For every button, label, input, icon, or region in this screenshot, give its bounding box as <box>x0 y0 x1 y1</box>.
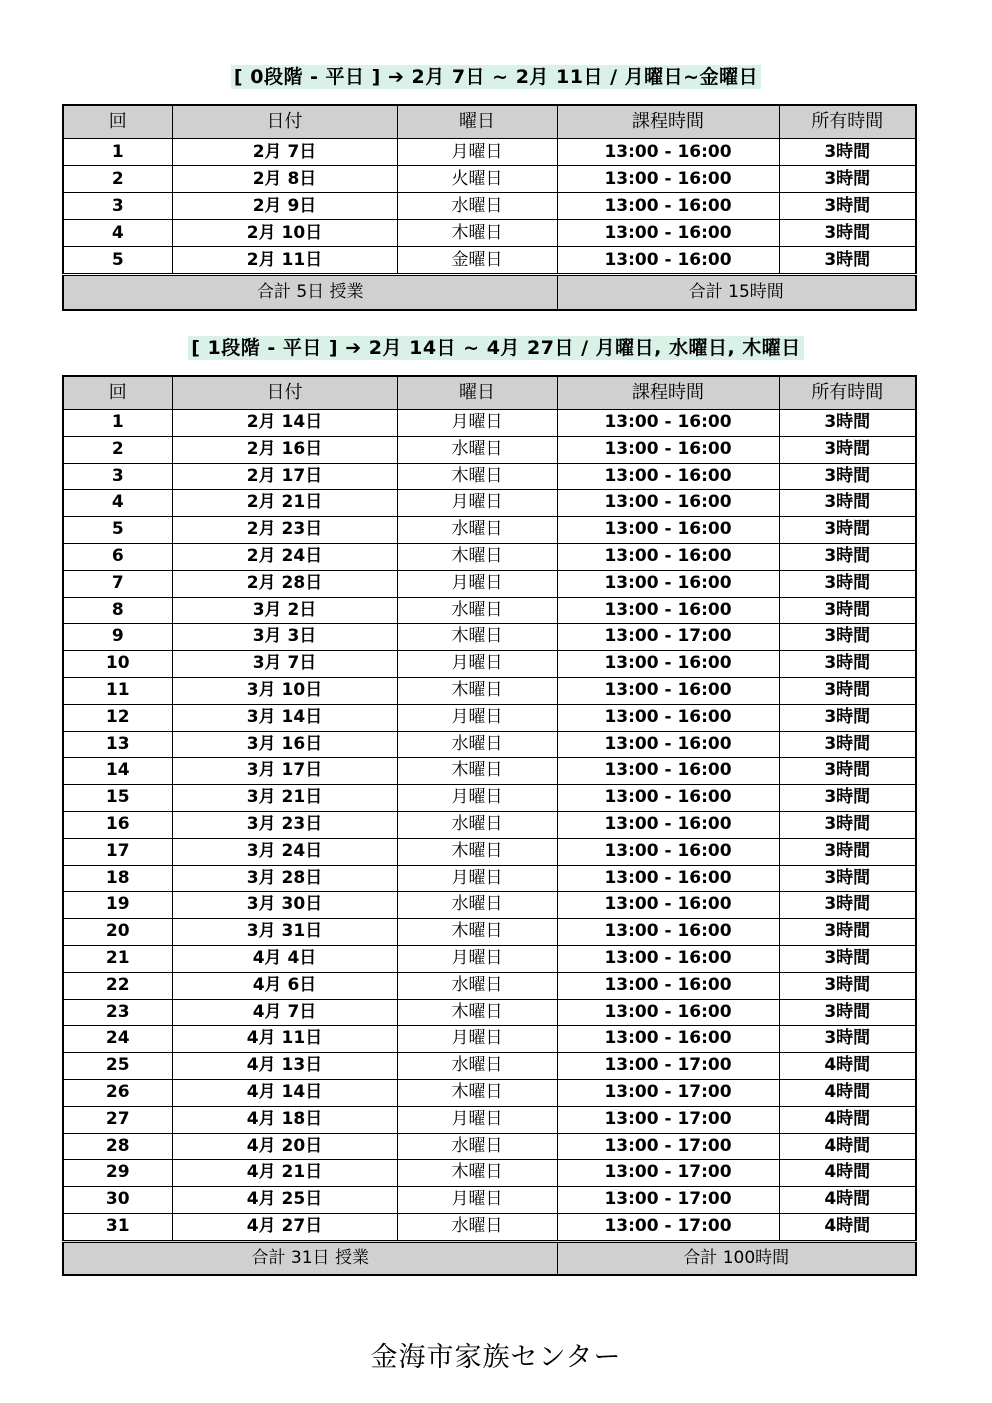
table-row <box>63 972 916 999</box>
round-cell: 30 <box>63 1187 172 1214</box>
header-duration: 所有時間 <box>779 105 916 139</box>
duration-cell: 3時間 <box>779 463 916 490</box>
date-cell: 3月 23日 <box>172 811 397 838</box>
date-cell: 3月 3日 <box>172 624 397 651</box>
duration-cell: 3時間 <box>779 811 916 838</box>
table-row <box>63 597 916 624</box>
table-row <box>63 892 916 919</box>
weekday-cell: 木曜日 <box>397 758 557 785</box>
weekday-cell: 月曜日 <box>397 1026 557 1053</box>
table-row <box>63 677 916 704</box>
weekday-cell: 月曜日 <box>397 865 557 892</box>
duration-cell: 3時間 <box>779 247 916 275</box>
duration-cell: 3時間 <box>779 624 916 651</box>
stage0-total-hours: 合計 15時間 <box>557 275 916 311</box>
duration-cell: 3時間 <box>779 892 916 919</box>
duration-cell: 3時間 <box>779 166 916 193</box>
table-row <box>63 1079 916 1106</box>
weekday-cell: 月曜日 <box>397 410 557 437</box>
table-row <box>63 570 916 597</box>
table-row <box>63 1187 916 1214</box>
duration-cell: 4時間 <box>779 1187 916 1214</box>
date-cell: 2月 9日 <box>172 193 397 220</box>
round-cell: 4 <box>63 490 172 517</box>
table-row <box>63 1106 916 1133</box>
header-weekday: 曜日 <box>397 105 557 139</box>
round-cell: 10 <box>63 651 172 678</box>
table-row <box>63 517 916 544</box>
header-round: 回 <box>63 376 172 410</box>
weekday-cell: 木曜日 <box>397 463 557 490</box>
duration-cell: 4時間 <box>779 1053 916 1080</box>
course-time-cell: 13:00 - 16:00 <box>557 1026 779 1053</box>
stage1-total-hours: 合計 100時間 <box>557 1241 916 1275</box>
weekday-cell: 木曜日 <box>397 543 557 570</box>
course-time-cell: 13:00 - 16:00 <box>557 999 779 1026</box>
round-cell: 21 <box>63 945 172 972</box>
table-row <box>63 247 916 275</box>
date-cell: 3月 16日 <box>172 731 397 758</box>
header-date: 日付 <box>172 376 397 410</box>
course-time-cell: 13:00 - 16:00 <box>557 193 779 220</box>
round-cell: 20 <box>63 919 172 946</box>
course-time-cell: 13:00 - 16:00 <box>557 758 779 785</box>
duration-cell: 3時間 <box>779 865 916 892</box>
date-cell: 2月 8日 <box>172 166 397 193</box>
course-time-cell: 13:00 - 17:00 <box>557 1133 779 1160</box>
weekday-cell: 水曜日 <box>397 1133 557 1160</box>
table-row <box>63 410 916 437</box>
course-time-cell: 13:00 - 16:00 <box>557 865 779 892</box>
course-time-cell: 13:00 - 16:00 <box>557 436 779 463</box>
table-row <box>63 758 916 785</box>
round-cell: 25 <box>63 1053 172 1080</box>
table-row <box>63 838 916 865</box>
duration-cell: 3時間 <box>779 490 916 517</box>
round-cell: 16 <box>63 811 172 838</box>
weekday-cell: 月曜日 <box>397 139 557 166</box>
weekday-cell: 水曜日 <box>397 972 557 999</box>
weekday-cell: 月曜日 <box>397 704 557 731</box>
round-cell: 5 <box>63 517 172 544</box>
date-cell: 4月 6日 <box>172 972 397 999</box>
duration-cell: 3時間 <box>779 758 916 785</box>
weekday-cell: 金曜日 <box>397 247 557 275</box>
stage1-title: [ 1段階 - 平日 ] ➔ 2月 14日 ~ 4月 27日 / 月曜日, 水曜日, 木曜日 <box>188 336 804 360</box>
header-course-time: 課程時間 <box>557 376 779 410</box>
date-cell: 4月 7日 <box>172 999 397 1026</box>
date-cell: 3月 28日 <box>172 865 397 892</box>
weekday-cell: 木曜日 <box>397 838 557 865</box>
date-cell: 3月 2日 <box>172 597 397 624</box>
weekday-cell: 水曜日 <box>397 811 557 838</box>
date-cell: 2月 10日 <box>172 220 397 247</box>
round-cell: 27 <box>63 1106 172 1133</box>
date-cell: 3月 24日 <box>172 838 397 865</box>
table-row <box>63 1026 916 1053</box>
duration-cell: 3時間 <box>779 999 916 1026</box>
course-time-cell: 13:00 - 16:00 <box>557 463 779 490</box>
round-cell: 24 <box>63 1026 172 1053</box>
header-date: 日付 <box>172 105 397 139</box>
round-cell: 5 <box>63 247 172 275</box>
duration-cell: 3時間 <box>779 220 916 247</box>
weekday-cell: 月曜日 <box>397 570 557 597</box>
table-row <box>63 1053 916 1080</box>
round-cell: 2 <box>63 166 172 193</box>
table-row <box>63 436 916 463</box>
round-cell: 18 <box>63 865 172 892</box>
stage0-table <box>62 104 917 311</box>
course-time-cell: 13:00 - 17:00 <box>557 624 779 651</box>
weekday-cell: 水曜日 <box>397 517 557 544</box>
table-row <box>63 811 916 838</box>
duration-cell: 3時間 <box>779 785 916 812</box>
table-row <box>63 490 916 517</box>
stage1-total-days: 合計 31日 授業 <box>63 1241 557 1275</box>
date-cell: 2月 28日 <box>172 570 397 597</box>
date-cell: 4月 25日 <box>172 1187 397 1214</box>
course-time-cell: 13:00 - 17:00 <box>557 1079 779 1106</box>
date-cell: 3月 17日 <box>172 758 397 785</box>
course-time-cell: 13:00 - 16:00 <box>557 597 779 624</box>
round-cell: 1 <box>63 139 172 166</box>
date-cell: 2月 7日 <box>172 139 397 166</box>
duration-cell: 4時間 <box>779 1160 916 1187</box>
course-time-cell: 13:00 - 16:00 <box>557 785 779 812</box>
table-row <box>63 624 916 651</box>
duration-cell: 4時間 <box>779 1133 916 1160</box>
course-time-cell: 13:00 - 17:00 <box>557 1160 779 1187</box>
weekday-cell: 月曜日 <box>397 1106 557 1133</box>
weekday-cell: 月曜日 <box>397 1187 557 1214</box>
date-cell: 3月 31日 <box>172 919 397 946</box>
course-time-cell: 13:00 - 17:00 <box>557 1053 779 1080</box>
course-time-cell: 13:00 - 17:00 <box>557 1187 779 1214</box>
table-header-row <box>63 105 916 139</box>
round-cell: 26 <box>63 1079 172 1106</box>
date-cell: 3月 30日 <box>172 892 397 919</box>
course-time-cell: 13:00 - 16:00 <box>557 945 779 972</box>
round-cell: 2 <box>63 436 172 463</box>
table-row <box>63 651 916 678</box>
table-row <box>63 166 916 193</box>
date-cell: 3月 7日 <box>172 651 397 678</box>
duration-cell: 3時間 <box>779 193 916 220</box>
course-time-cell: 13:00 - 16:00 <box>557 892 779 919</box>
weekday-cell: 月曜日 <box>397 945 557 972</box>
course-time-cell: 13:00 - 17:00 <box>557 1213 779 1241</box>
weekday-cell: 水曜日 <box>397 436 557 463</box>
table-row <box>63 945 916 972</box>
round-cell: 11 <box>63 677 172 704</box>
round-cell: 23 <box>63 999 172 1026</box>
duration-cell: 3時間 <box>779 570 916 597</box>
round-cell: 9 <box>63 624 172 651</box>
course-time-cell: 13:00 - 16:00 <box>557 490 779 517</box>
duration-cell: 4時間 <box>779 1106 916 1133</box>
date-cell: 4月 20日 <box>172 1133 397 1160</box>
stage0-total-days: 合計 5日 授業 <box>63 275 557 311</box>
date-cell: 3月 14日 <box>172 704 397 731</box>
date-cell: 4月 13日 <box>172 1053 397 1080</box>
duration-cell: 3時間 <box>779 139 916 166</box>
date-cell: 4月 18日 <box>172 1106 397 1133</box>
round-cell: 22 <box>63 972 172 999</box>
table-row <box>63 1160 916 1187</box>
duration-cell: 3時間 <box>779 677 916 704</box>
duration-cell: 3時間 <box>779 972 916 999</box>
table-row <box>63 543 916 570</box>
duration-cell: 4時間 <box>779 1079 916 1106</box>
date-cell: 2月 16日 <box>172 436 397 463</box>
course-time-cell: 13:00 - 16:00 <box>557 919 779 946</box>
weekday-cell: 月曜日 <box>397 490 557 517</box>
course-time-cell: 13:00 - 16:00 <box>557 651 779 678</box>
duration-cell: 3時間 <box>779 1026 916 1053</box>
stage0-total-row <box>63 275 916 311</box>
date-cell: 4月 21日 <box>172 1160 397 1187</box>
date-cell: 2月 14日 <box>172 410 397 437</box>
weekday-cell: 月曜日 <box>397 651 557 678</box>
weekday-cell: 水曜日 <box>397 1213 557 1241</box>
weekday-cell: 木曜日 <box>397 624 557 651</box>
course-time-cell: 13:00 - 16:00 <box>557 517 779 544</box>
duration-cell: 3時間 <box>779 838 916 865</box>
round-cell: 19 <box>63 892 172 919</box>
weekday-cell: 火曜日 <box>397 166 557 193</box>
round-cell: 29 <box>63 1160 172 1187</box>
date-cell: 4月 11日 <box>172 1026 397 1053</box>
duration-cell: 3時間 <box>779 919 916 946</box>
duration-cell: 3時間 <box>779 517 916 544</box>
round-cell: 6 <box>63 543 172 570</box>
course-time-cell: 13:00 - 16:00 <box>557 972 779 999</box>
weekday-cell: 木曜日 <box>397 1160 557 1187</box>
weekday-cell: 木曜日 <box>397 677 557 704</box>
duration-cell: 3時間 <box>779 436 916 463</box>
course-time-cell: 13:00 - 16:00 <box>557 677 779 704</box>
weekday-cell: 水曜日 <box>397 597 557 624</box>
weekday-cell: 木曜日 <box>397 220 557 247</box>
table-row <box>63 865 916 892</box>
course-time-cell: 13:00 - 16:00 <box>557 570 779 597</box>
table-row <box>63 193 916 220</box>
date-cell: 2月 21日 <box>172 490 397 517</box>
header-round: 回 <box>63 105 172 139</box>
header-weekday: 曜日 <box>397 376 557 410</box>
round-cell: 17 <box>63 838 172 865</box>
date-cell: 3月 21日 <box>172 785 397 812</box>
stage0-title-wrap <box>0 62 992 89</box>
table-row <box>63 704 916 731</box>
stage1-total-row <box>63 1241 916 1275</box>
round-cell: 12 <box>63 704 172 731</box>
table-row <box>63 1133 916 1160</box>
round-cell: 1 <box>63 410 172 437</box>
stage1-title-wrap <box>0 333 992 360</box>
round-cell: 4 <box>63 220 172 247</box>
date-cell: 4月 27日 <box>172 1213 397 1241</box>
table-row <box>63 1213 916 1241</box>
duration-cell: 3時間 <box>779 945 916 972</box>
stage1-table <box>62 375 917 1276</box>
round-cell: 3 <box>63 193 172 220</box>
table-row <box>63 785 916 812</box>
course-time-cell: 13:00 - 16:00 <box>557 811 779 838</box>
header-duration: 所有時間 <box>779 376 916 410</box>
table-row <box>63 999 916 1026</box>
duration-cell: 3時間 <box>779 651 916 678</box>
duration-cell: 4時間 <box>779 1213 916 1241</box>
table-row <box>63 139 916 166</box>
date-cell: 2月 24日 <box>172 543 397 570</box>
date-cell: 4月 4日 <box>172 945 397 972</box>
weekday-cell: 木曜日 <box>397 999 557 1026</box>
course-time-cell: 13:00 - 16:00 <box>557 838 779 865</box>
course-time-cell: 13:00 - 16:00 <box>557 220 779 247</box>
course-time-cell: 13:00 - 16:00 <box>557 139 779 166</box>
course-time-cell: 13:00 - 16:00 <box>557 166 779 193</box>
header-course-time: 課程時間 <box>557 105 779 139</box>
round-cell: 15 <box>63 785 172 812</box>
table-row <box>63 463 916 490</box>
duration-cell: 3時間 <box>779 704 916 731</box>
weekday-cell: 木曜日 <box>397 919 557 946</box>
weekday-cell: 水曜日 <box>397 892 557 919</box>
table-row <box>63 220 916 247</box>
table-row <box>63 731 916 758</box>
round-cell: 3 <box>63 463 172 490</box>
course-time-cell: 13:00 - 16:00 <box>557 410 779 437</box>
date-cell: 3月 10日 <box>172 677 397 704</box>
weekday-cell: 月曜日 <box>397 785 557 812</box>
round-cell: 31 <box>63 1213 172 1241</box>
date-cell: 4月 14日 <box>172 1079 397 1106</box>
weekday-cell: 水曜日 <box>397 1053 557 1080</box>
date-cell: 2月 17日 <box>172 463 397 490</box>
stage0-title: [ 0段階 - 平日 ] ➔ 2月 7日 ~ 2月 11日 / 月曜日~金曜日 <box>231 65 761 89</box>
duration-cell: 3時間 <box>779 731 916 758</box>
table-row <box>63 919 916 946</box>
duration-cell: 3時間 <box>779 597 916 624</box>
duration-cell: 3時間 <box>779 410 916 437</box>
course-time-cell: 13:00 - 16:00 <box>557 731 779 758</box>
round-cell: 14 <box>63 758 172 785</box>
weekday-cell: 水曜日 <box>397 731 557 758</box>
course-time-cell: 13:00 - 16:00 <box>557 247 779 275</box>
round-cell: 13 <box>63 731 172 758</box>
organization-name: 金海市家族センター <box>370 1342 622 1373</box>
round-cell: 7 <box>63 570 172 597</box>
course-time-cell: 13:00 - 16:00 <box>557 543 779 570</box>
round-cell: 28 <box>63 1133 172 1160</box>
date-cell: 2月 23日 <box>172 517 397 544</box>
course-time-cell: 13:00 - 17:00 <box>557 1106 779 1133</box>
round-cell: 8 <box>63 597 172 624</box>
weekday-cell: 木曜日 <box>397 1079 557 1106</box>
duration-cell: 3時間 <box>779 543 916 570</box>
date-cell: 2月 11日 <box>172 247 397 275</box>
course-time-cell: 13:00 - 16:00 <box>557 704 779 731</box>
table-header-row <box>63 376 916 410</box>
weekday-cell: 水曜日 <box>397 193 557 220</box>
